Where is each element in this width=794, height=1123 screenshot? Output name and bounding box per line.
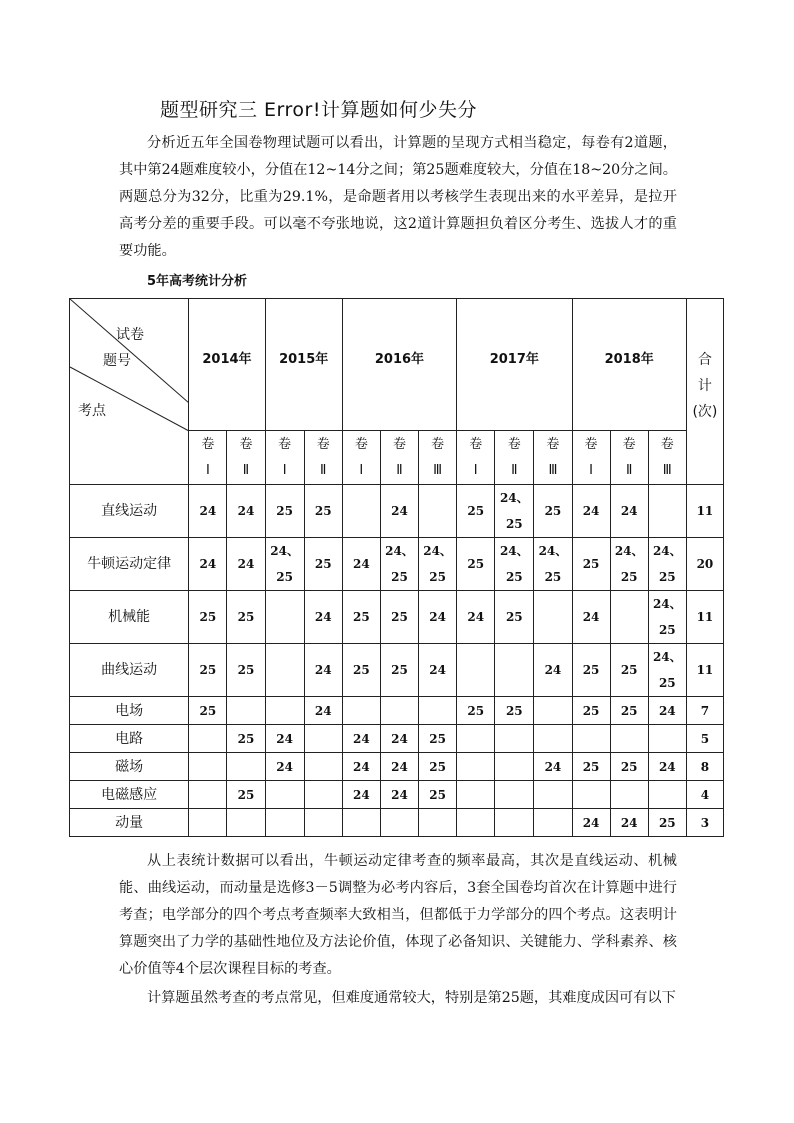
question-number: 24、 [385,544,414,558]
question-number: 25 [391,570,408,584]
question-number: 24、 [499,544,529,558]
question-cell [457,644,495,697]
year-2016: 2016年 [342,299,456,431]
question-number: 25 [276,570,293,584]
paper-number: Ⅰ [205,462,210,478]
question-cell: 24 [457,591,495,644]
paper-number: Ⅱ [242,462,250,478]
question-cell: 25 [380,644,418,697]
paper-number: Ⅱ [396,462,403,478]
total-cell: 4 [686,781,723,809]
question-cell: 25 [189,644,227,697]
question-cell [189,809,227,837]
topic-label: 电路 [70,725,189,753]
question-cell [648,644,686,697]
paper-header-cell [189,431,227,485]
question-cell [495,725,534,753]
paper-label: 卷 [316,436,330,452]
paper-header-cell [265,431,304,485]
question-cell [227,809,265,837]
paper-label: 卷 [507,436,521,452]
question-cell: 24 [304,591,342,644]
question-number: 25 [505,517,523,531]
paper-label: 卷 [546,436,560,452]
question-cell: 25 [342,591,380,644]
question-cell: 24 [189,485,227,538]
year-2017: 2017年 [457,299,572,431]
total-cell: 20 [686,538,723,591]
question-cell: 24 [419,591,457,644]
question-cell: 25 [534,485,572,538]
total-header [686,299,723,485]
paper-number: Ⅲ [662,462,672,478]
question-number: 25 [620,570,638,584]
question-cell [189,781,227,809]
topic-label: 直线运动 [70,485,189,538]
question-number: 24、 [270,544,299,558]
analysis-paragraph: 从上表统计数据可以看出，牛顿运动定律考查的频率最高，其次是直线运动、机械能、曲线运动，而动量是选修3－5调整为必考内容后，3套全国卷均首次在计算题中进行考查；电学部分的四个考点考查频率大致相当，但都低于力学部分的四个考点。这表明计算题突出了力学的基础性地位及方法论价值，体现了必备知识、关键能力、学科素养、核心价值等4个层次课程目标的考查。 [119,853,677,977]
paper-label: 卷 [469,436,483,452]
paper-number: Ⅰ [359,462,364,478]
question-number: 25 [429,570,446,584]
question-cell [534,538,572,591]
table-row [70,809,724,837]
question-cell [304,781,342,809]
corner-label-topic: 考点 [78,403,106,419]
question-cell: 24 [380,753,418,781]
question-cell: 24 [572,809,610,837]
statistics-table [69,298,724,837]
question-cell [572,725,610,753]
paper-header-cell [495,431,534,485]
paper-number: Ⅰ [282,462,287,478]
table-row [70,697,724,725]
question-cell: 25 [265,485,304,538]
question-cell [495,809,534,837]
table-row [70,753,724,781]
paper-label: 卷 [278,436,292,452]
question-cell [342,809,380,837]
question-cell: 25 [457,538,495,591]
question-cell [419,485,457,538]
question-cell: 25 [380,591,418,644]
difficulty-paragraph: 计算题虽然考查的考点常见，但难度通常较大，特别是第25题，其难度成因可有以下 [147,990,676,1006]
question-cell: 24 [534,644,572,697]
page-title: 题型研究三 Error!计算题如何少失分 [160,99,477,121]
question-cell: 24 [380,781,418,809]
question-cell [189,753,227,781]
question-number: 24、 [652,597,682,611]
question-cell [265,697,304,725]
total-cell: 5 [686,725,723,753]
question-cell [304,753,342,781]
question-number: 24、 [538,544,568,558]
question-cell [419,538,457,591]
question-cell [265,538,304,591]
question-number: 24、 [652,650,682,664]
question-cell [265,809,304,837]
question-cell: 25 [227,725,265,753]
topic-label: 机械能 [70,591,189,644]
question-cell: 24 [342,753,380,781]
question-cell [457,809,495,837]
question-cell: 24 [419,644,457,697]
question-cell: 25 [304,538,342,591]
paper-header-cell [457,431,495,485]
paper-number: Ⅱ [320,462,327,478]
question-cell [648,725,686,753]
question-cell [495,644,534,697]
topic-label: 曲线运动 [70,644,189,697]
intro-paragraph: 分析近五年全国卷物理试题可以看出，计算题的呈现方式相当稳定，每卷有2道题，其中第24题难度较小，分值在12~14分之间；第25题难度较大，分值在18~20分之间。两题总分为32分，比重为29.1%，是命题者用以考核学生表现出来的水平差异，是拉开高考分差的重要手段。可以毫不夸张地说，这2道计算题担负着区分考生、选拔人才的重要功能。 [119,135,677,259]
question-cell [380,809,418,837]
paper-number: Ⅲ [433,462,443,478]
question-cell: 25 [227,591,265,644]
question-cell [457,781,495,809]
paper-header-cell [610,431,648,485]
paper-header-cell [304,431,342,485]
question-cell [380,538,418,591]
question-cell: 25 [572,644,610,697]
question-cell [304,725,342,753]
total-cell: 7 [686,697,723,725]
total-cell: 11 [686,644,723,697]
paper-number: Ⅱ [511,462,518,478]
total-cell: 3 [686,809,723,837]
question-cell: 24 [380,725,418,753]
question-cell [534,781,572,809]
question-cell: 25 [457,485,495,538]
table-caption: 5年高考统计分析 [147,274,248,289]
question-cell: 25 [572,697,610,725]
question-cell: 25 [419,725,457,753]
table-row [70,781,724,809]
paper-number: Ⅰ [589,462,593,478]
paper-label: 卷 [584,436,598,452]
question-cell [534,809,572,837]
question-cell: 25 [419,781,457,809]
total-header-3: (次) [692,404,718,420]
question-cell: 24 [380,485,418,538]
paper-label: 卷 [660,436,674,452]
question-cell: 25 [495,697,534,725]
question-cell: 25 [304,485,342,538]
question-cell [495,781,534,809]
question-number: 25 [544,570,562,584]
question-cell: 24 [648,753,686,781]
question-cell: 24 [610,809,648,837]
question-cell: 25 [189,591,227,644]
topic-label: 电场 [70,697,189,725]
table-row [70,725,724,753]
paper-number: Ⅰ [473,462,478,478]
question-cell [610,725,648,753]
question-cell: 24 [648,697,686,725]
question-cell [419,697,457,725]
paper-number: Ⅱ [625,462,633,478]
table-row [70,591,724,644]
question-cell [648,538,686,591]
question-cell [534,697,572,725]
question-cell: 25 [342,644,380,697]
year-2014: 2014年 [189,299,265,431]
year-2018: 2018年 [572,299,686,431]
question-cell: 25 [572,753,610,781]
question-number: 24、 [499,491,529,505]
question-cell: 25 [610,753,648,781]
table-row [70,538,724,591]
paper-label: 卷 [201,436,215,452]
question-cell: 25 [610,644,648,697]
total-cell: 8 [686,753,723,781]
paper-header-cell [342,431,380,485]
question-cell [457,725,495,753]
topic-label: 动量 [70,809,189,837]
year-2015: 2015年 [265,299,342,431]
question-cell [648,485,686,538]
question-cell: 24 [572,485,610,538]
paper-label: 卷 [354,436,368,452]
question-cell [227,753,265,781]
question-cell [495,538,534,591]
question-cell: 25 [572,538,610,591]
question-cell [648,781,686,809]
paper-header-cell [227,431,265,485]
question-cell [610,781,648,809]
paper-label: 卷 [239,436,253,452]
paper-header-cell [534,431,572,485]
paper-header-cell [648,431,686,485]
question-number: 24、 [652,544,682,558]
table-row [70,485,724,538]
question-cell: 24 [572,591,610,644]
question-cell [304,809,342,837]
topic-label: 电磁感应 [70,781,189,809]
question-cell: 24 [534,753,572,781]
question-cell: 25 [648,809,686,837]
question-cell: 24 [342,725,380,753]
total-header-2: 计 [697,378,712,394]
question-cell: 25 [189,697,227,725]
year-header-row [70,299,724,431]
question-cell [534,591,572,644]
question-cell [495,485,534,538]
corner-header-cell [70,299,189,485]
question-cell: 25 [419,753,457,781]
paper-label: 卷 [392,436,406,452]
question-cell [572,781,610,809]
total-cell: 11 [686,591,723,644]
question-cell: 24 [304,697,342,725]
question-cell [534,725,572,753]
question-cell: 24 [342,538,380,591]
topic-label: 磁场 [70,753,189,781]
paper-label: 卷 [431,436,445,452]
question-cell [380,697,418,725]
question-cell: 25 [457,697,495,725]
corner-label-paper: 试卷 [116,327,144,343]
question-number: 24、 [423,544,452,558]
question-number: 25 [658,623,676,637]
question-cell [648,591,686,644]
paper-header-cell [419,431,457,485]
question-cell: 25 [610,697,648,725]
paper-label: 卷 [622,436,636,452]
table-row [70,644,724,697]
question-cell [419,809,457,837]
question-cell: 24 [265,753,304,781]
question-cell: 24 [610,485,648,538]
question-number: 25 [658,676,676,690]
total-header-1: 合 [697,352,712,368]
question-cell [457,753,495,781]
question-number: 24、 [614,544,644,558]
question-cell [265,644,304,697]
question-cell: 24 [265,725,304,753]
question-cell [265,781,304,809]
question-cell: 25 [227,781,265,809]
question-cell: 24 [342,781,380,809]
question-cell: 25 [227,644,265,697]
question-cell [610,538,648,591]
total-cell: 11 [686,485,723,538]
question-cell: 24 [227,485,265,538]
paper-header-cell [572,431,610,485]
question-cell [265,591,304,644]
question-cell: 25 [495,591,534,644]
paper-number: Ⅲ [548,462,558,478]
question-cell [495,753,534,781]
question-cell [342,485,380,538]
question-cell [227,697,265,725]
question-cell [342,697,380,725]
paper-header-cell [380,431,418,485]
question-cell: 24 [304,644,342,697]
question-number: 25 [658,570,676,584]
question-cell: 24 [189,538,227,591]
question-number: 25 [505,570,523,584]
question-cell: 24 [227,538,265,591]
question-cell [189,725,227,753]
question-cell [610,591,648,644]
corner-label-question: 题号 [103,353,131,369]
topic-label: 牛顿运动定律 [70,538,189,591]
